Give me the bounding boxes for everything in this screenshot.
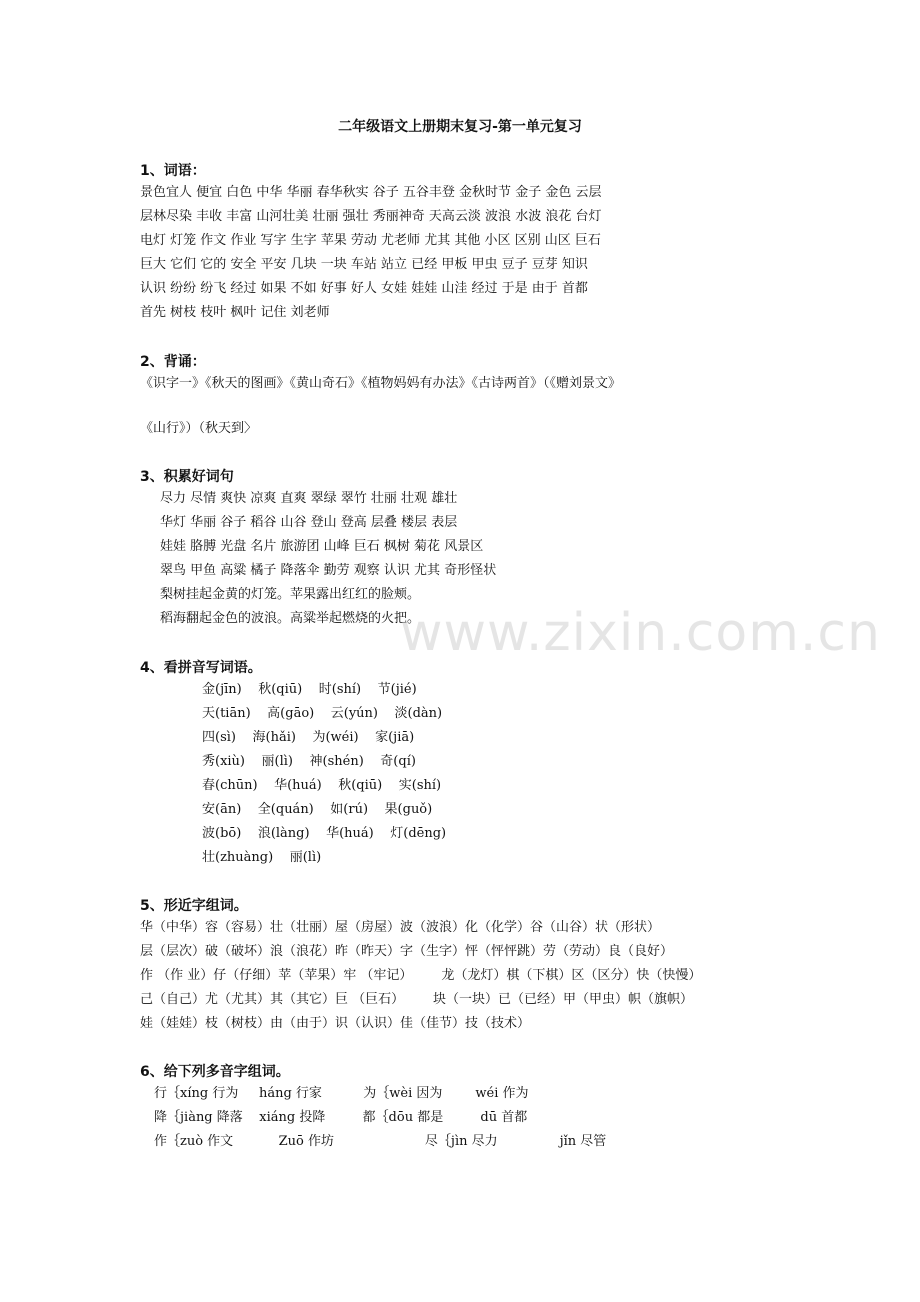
section-1-line: 首先 树枝 枝叶 枫叶 记住 刘老师: [140, 305, 330, 320]
section-5-line: 己（自己）尤（尤其）其（其它）巨 （巨石） 块（一块）已（已经）甲（甲虫）帜（旗帜）: [140, 992, 694, 1007]
section-3-line: 翠鸟 甲鱼 高粱 橘子 降落伞 勤劳 观察 认识 尤其 奇形怪状: [160, 563, 497, 578]
section-1-line: 景色宜人 便宜 白色 中华 华丽 春华秋实 谷子 五谷丰登 金秋时节 金子 金色 云层: [140, 185, 602, 200]
section-6-line: 行｛xíng 行为 háng 行家 为｛wèi 因为 wéi 作为: [154, 1086, 529, 1101]
section-1-heading: 1、词语：: [140, 163, 206, 179]
watermark: www.zixin.com.cn: [400, 603, 881, 663]
section-4-line: 秀(xiù) 丽(lì) 神(shén) 奇(qí): [202, 754, 416, 769]
section-4-line: 春(chūn) 华(huá) 秋(qiū) 实(shí): [202, 778, 442, 793]
section-4-line: 安(ān) 全(quán) 如(rú) 果(guǒ): [202, 802, 433, 817]
section-5-line: 层（层次）破（破坏）浪（浪花）昨（昨天）字（生字）怦（怦怦跳）劳（劳动）良（良好）: [140, 944, 674, 959]
section-2-line: 《山行》）（秋天到〉: [140, 421, 258, 436]
section-1-line: 电灯 灯笼 作文 作业 写字 生字 苹果 劳动 尤老师 尤其 其他 小区 区别 山区 巨石: [140, 233, 601, 248]
section-4-heading: 4、看拼音写词语。: [140, 660, 262, 676]
section-6-line: 降｛jiàng 降落 xiáng 投降 都｛dōu 都是 dū 首都: [154, 1110, 528, 1125]
section-5-line: 作 （作 业）仔（仔细）苹（苹果）牢 （牢记） 龙（龙灯）棋（下棋）区（区分）快（快慢）: [140, 968, 702, 983]
section-6-heading: 6、给下列多音字组词。: [140, 1064, 290, 1080]
section-3-line: 尽力 尽情 爽快 凉爽 直爽 翠绿 翠竹 壮丽 壮观 雄壮: [160, 491, 458, 506]
section-4-line: 金(jīn) 秋(qiū) 时(shí) 节(jié): [202, 682, 417, 697]
section-3-heading: 3、积累好词句: [140, 469, 234, 485]
section-1-line: 层林尽染 丰收 丰富 山河壮美 壮丽 强壮 秀丽神奇 天高云淡 波浪 水波 浪花 台灯: [140, 209, 602, 224]
section-5-heading: 5、形近字组词。: [140, 898, 248, 914]
section-6-line: 作｛zuò 作文 Zuō 作坊 尽｛jìn 尽力 jǐn 尽管: [154, 1134, 607, 1149]
section-4-line: 天(tiān) 高(gāo) 云(yún) 淡(dàn): [202, 706, 443, 721]
section-5-line: 华（中华）容（容易）壮（壮丽）屋（房屋）波（波浪）化（化学）谷（山谷）状（形状）: [140, 920, 661, 935]
section-4-line: 波(bō) 浪(làng) 华(huá) 灯(dēng): [202, 826, 447, 841]
section-1-line: 巨大 它们 它的 安全 平安 几块 一块 车站 站立 已经 甲板 甲虫 豆子 豆芽 知识: [140, 257, 588, 272]
section-3-line: 梨树挂起金黄的灯笼。苹果露出红红的脸颊。: [160, 587, 421, 602]
section-5-line: 娃（娃娃）枝（树枝）由（由于）识（认识）佳（佳节）技（技术）: [140, 1016, 531, 1031]
section-3-line: 稻海翻起金色的波浪。高粱举起燃烧的火把。: [160, 611, 421, 626]
section-4-line: 四(sì) 海(hǎi) 为(wéi) 家(jiā): [202, 730, 415, 745]
section-3-line: 娃娃 胳膊 光盘 名片 旅游团 山峰 巨石 枫树 菊花 风景区: [160, 539, 484, 554]
section-3-line: 华灯 华丽 谷子 稻谷 山谷 登山 登高 层叠 楼层 表层: [160, 515, 458, 530]
page-title: 二年级语文上册期末复习-第一单元复习: [338, 119, 582, 135]
section-2-heading: 2、背诵：: [140, 354, 206, 370]
section-2-line: 《识字一》《秋天的图画》《黄山奇石》《植物妈妈有办法》《古诗两首》（《赠刘景文》: [140, 376, 622, 391]
section-1-line: 认识 纷纷 纷飞 经过 如果 不如 好事 好人 女娃 娃娃 山洼 经过 于是 由于 首都: [140, 281, 588, 296]
section-4-line: 壮(zhuàng) 丽(lì): [202, 850, 322, 865]
